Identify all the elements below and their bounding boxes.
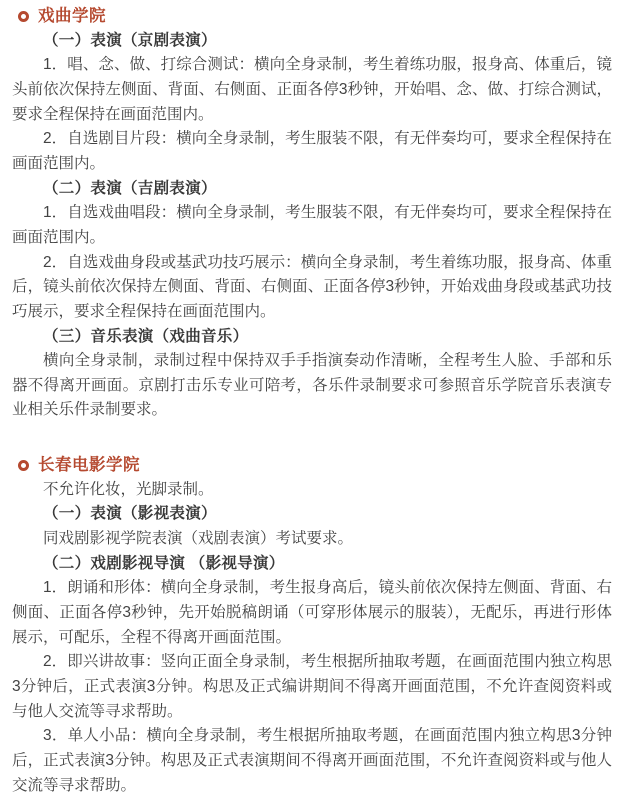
paragraph-selected-aria: 1．自选戏曲唱段：横向全身录制，考生服装不限，有无伴奏均可，要求全程保持在画面范围内。 — [12, 204, 612, 246]
paragraph-recitation-and-movement: 1．朗诵和形体：横向全身录制，考生报身高后，镜头前依次保持左侧面、背面、右侧面、正面各停3秒钟，先开始脱稿朗诵（可穿形体展示的服装），无配乐，再进行形体展示，可配乐，全程不得离开画面范围。 — [12, 579, 612, 646]
subheading-performance-peking-opera: （一）表演（京剧表演） — [43, 31, 217, 49]
paragraph-improvised-storytelling: 2．即兴讲故事：竖向正面全身录制，考生根据所抽取考题，在画面范围内独立构思3分钟后，正式表演3分钟。构思及正式编讲期间不得离开画面范围，不允许查阅资料或与他人交流等寻求帮助。 — [12, 653, 612, 720]
paragraph-solo-sketch: 3．单人小品：横向全身录制，考生根据所抽取考题，在画面范围内独立构思3分钟后，正式表演3分钟。构思及正式表演期间不得离开画面范围，不允许查阅资料或与他人交流等寻求帮助。 — [12, 727, 612, 794]
section-heading — [18, 4, 612, 29]
circle-bullet-icon — [18, 11, 29, 22]
section-opera-academy — [12, 4, 612, 423]
section-title: 长春电影学院 — [38, 456, 140, 475]
paragraph-body-movement-skills: 2．自选戏曲身段或基武功技巧展示：横向全身录制，考生着练功服，报身高、体重后，镜头前依次保持左侧面、背面、右侧面、正面各停3秒钟，开始戏曲身段或基武功技巧展示，要求全程保持在画面范围内。 — [12, 253, 612, 320]
section-title: 戏曲学院 — [38, 7, 106, 25]
paragraph-no-makeup-barefoot: 不允许化妆，光脚录制。 — [43, 480, 214, 498]
circle-bullet-icon — [18, 460, 29, 471]
paragraph-selected-repertoire: 2．自选剧目片段：横向全身录制，考生服装不限，有无伴奏均可，要求全程保持在画面范围内。 — [12, 130, 612, 172]
section-changchun-film-academy — [12, 453, 612, 798]
subheading-film-tv-directing: （二）戏剧影视导演 （影视导演） — [43, 554, 285, 572]
subheading-music-performance: （三）音乐表演（戏曲音乐） — [43, 327, 249, 345]
paragraph-music-recording-rules: 横向全身录制，录制过程中保持双手手指演奏动作清晰，全程考生人脸、手部和乐器不得离开画面。京剧打击乐专业可陪考，各乐件录制要求可参照音乐学院音乐表演专业相关乐件录制要求。 — [12, 352, 612, 419]
paragraph-same-as-drama-school: 同戏剧影视学院表演（戏剧表演）考试要求。 — [43, 530, 354, 548]
paragraph-comprehensive-test: 1．唱、念、做、打综合测试：横向全身录制，考生着练功服，报身高、体重后，镜头前依次保持左侧面、背面、右侧面、正面各停3秒钟，开始唱、念、做、打综合测试，要求全程保持在画面范围内。 — [12, 56, 612, 123]
section-heading — [18, 453, 612, 478]
subheading-performance-ji-opera: （二）表演（吉剧表演） — [43, 179, 217, 197]
subheading-performance-film-tv: （一）表演（影视表演） — [43, 505, 217, 523]
